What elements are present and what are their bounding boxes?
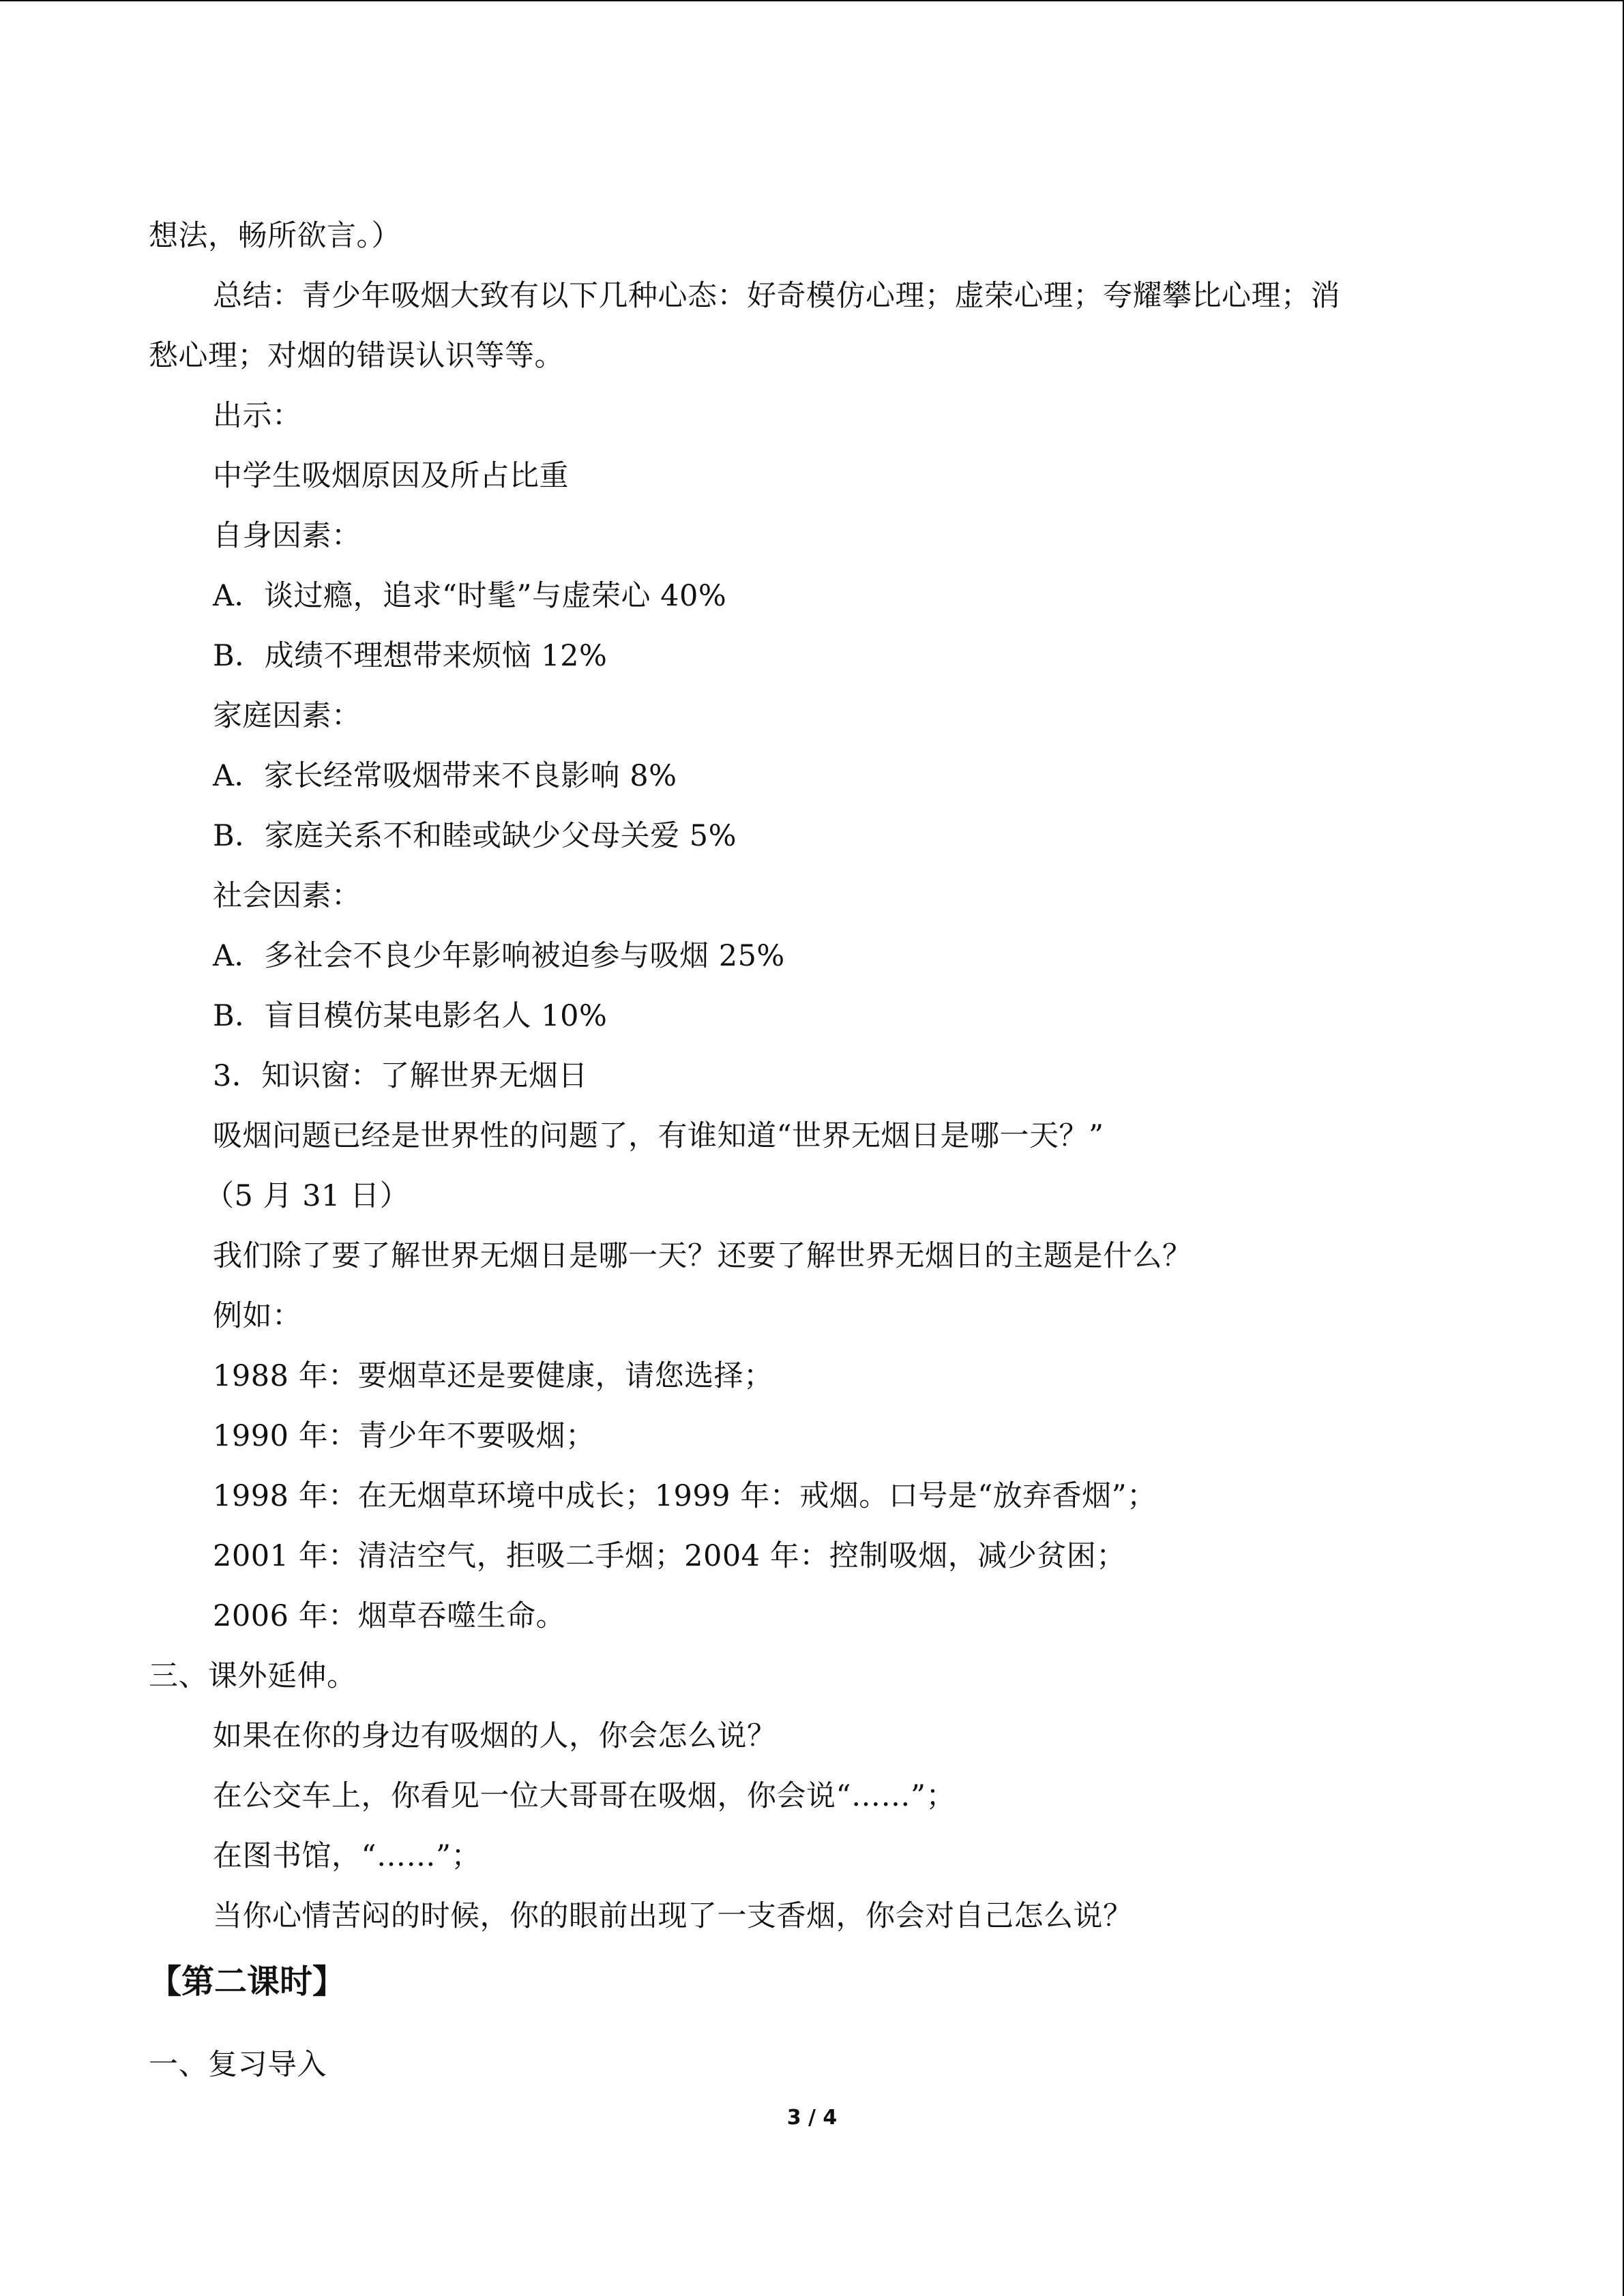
paragraph-line: 吸烟问题已经是世界性的问题了，有谁知道“世界无烟日是哪一天？” [213, 1119, 1104, 1153]
list-item: B．家庭关系不和睦或缺少父母关爱 5% [213, 819, 737, 853]
paragraph-line: 想法，畅所欲言。） [149, 219, 401, 253]
paragraph-line: 中学生吸烟原因及所占比重 [213, 459, 569, 493]
paragraph-line: （5 月 31 日） [205, 1179, 410, 1213]
paragraph-line: 在公交车上，你看见一位大哥哥在吸烟，你会说“……”； [213, 1779, 956, 1813]
list-item: 1998 年：在无烟草环境中成长；1999 年：戒烟。口号是“放弃香烟”； [213, 1479, 1157, 1513]
list-item: A．谈过瘾，追求“时髦”与虚荣心 40% [213, 579, 727, 613]
list-item: B．盲目模仿某电影名人 10% [213, 999, 608, 1033]
paragraph-line: 家庭因素： [213, 699, 361, 733]
paragraph-line: 我们除了要了解世界无烟日是哪一天？还要了解世界无烟日的主题是什么？ [213, 1239, 1192, 1273]
list-item: A．家长经常吸烟带来不良影响 8% [213, 759, 677, 793]
subheading: 一、复习导入 [149, 2048, 327, 2082]
list-item: 1988 年：要烟草还是要健康，请您选择； [213, 1359, 773, 1393]
list-item: 1990 年：青少年不要吸烟； [213, 1419, 595, 1453]
paragraph-line: 在图书馆，“……”； [213, 1839, 481, 1873]
list-item: B．成绩不理想带来烦恼 12% [213, 639, 608, 673]
paragraph-line: 社会因素： [213, 879, 361, 913]
paragraph-line: 如果在你的身边有吸烟的人，你会怎么说？ [213, 1719, 777, 1753]
lesson-heading: 【第二课时】 [149, 1963, 346, 2001]
paragraph-line: 3．知识窗：了解世界无烟日 [213, 1059, 588, 1093]
paragraph-line: 总结：青少年吸烟大致有以下几种心态：好奇模仿心理；虚荣心理；夸耀攀比心理；消 [213, 279, 1340, 313]
page-number: 3 / 4 [786, 2106, 838, 2130]
section-title: 三、课外延伸。 [149, 1659, 357, 1693]
paragraph-line: 自身因素： [213, 519, 361, 553]
paragraph-line: 例如： [213, 1299, 302, 1333]
paragraph-line: 当你心情苦闷的时候，你的眼前出现了一支香烟，你会对自己怎么说？ [213, 1899, 1133, 1933]
list-item: 2006 年：烟草吞噬生命。 [213, 1599, 566, 1633]
paragraph-line: 出示： [213, 399, 302, 433]
list-item: A．多社会不良少年影响被迫参与吸烟 25% [213, 939, 785, 973]
paragraph-line: 愁心理；对烟的错误认识等等。 [149, 339, 564, 373]
list-item: 2001 年：清洁空气，拒吸二手烟；2004 年：控制吸烟，减少贫困； [213, 1539, 1126, 1573]
